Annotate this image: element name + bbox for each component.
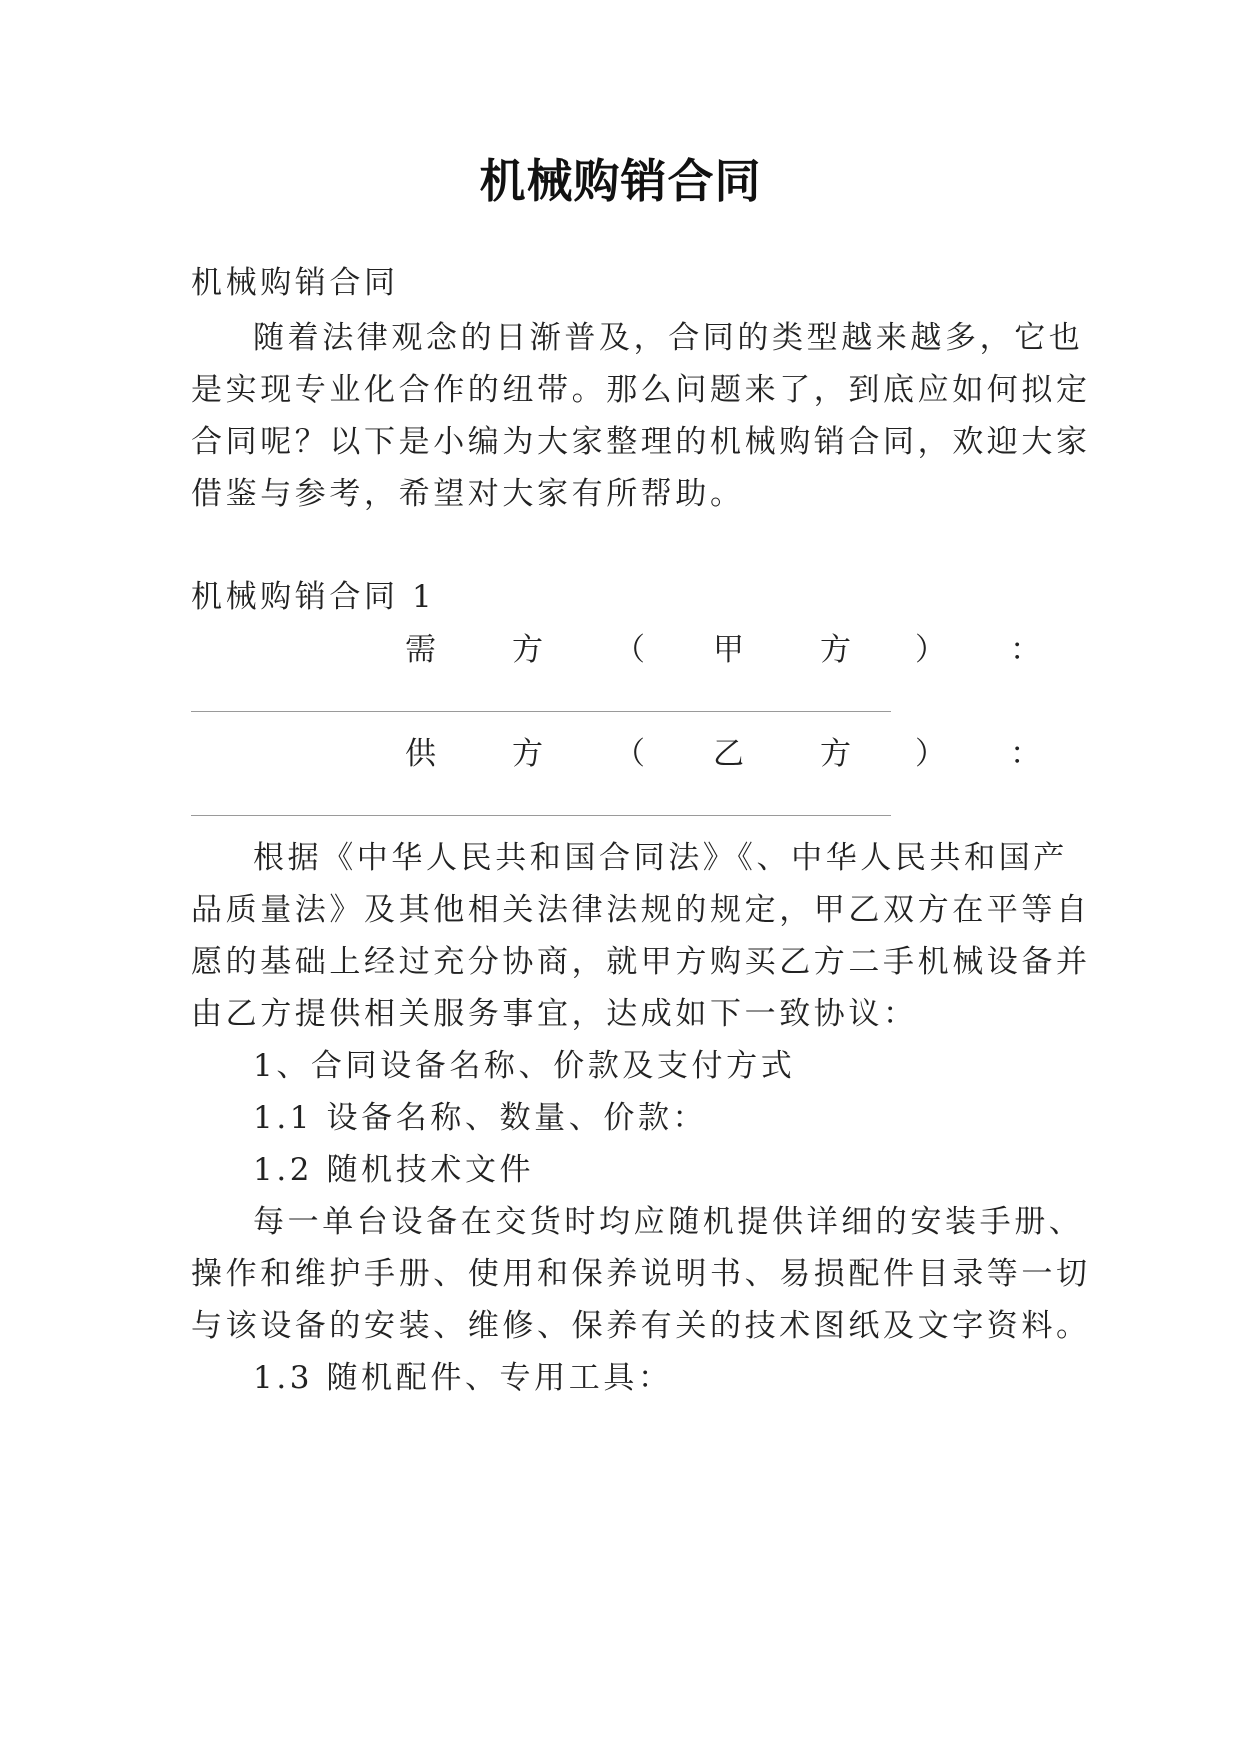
- clause-1-3-heading: 1.3 随机配件、专用工具：: [253, 1360, 673, 1396]
- basis-line-3: 愿的基础上经过充分协商，就甲方购买乙方二手机械设备并: [191, 944, 1091, 980]
- clause-1-2-line-1: 每一单台设备在交货时均应随机提供详细的安装手册、: [253, 1204, 1084, 1240]
- party-b-char: ）: [915, 736, 946, 772]
- section-heading: 机械购销合同 1: [191, 579, 436, 615]
- party-b-char: 供: [405, 736, 436, 772]
- party-b-char: （: [614, 736, 645, 772]
- clause-1-2-line-2: 操作和维护手册、使用和保养说明书、易损配件目录等一切: [191, 1256, 1091, 1292]
- intro-line-1: 随着法律观念的日渐普及，合同的类型越来越多，它也: [253, 320, 1084, 356]
- party-b-row: [0, 734, 1241, 774]
- clause-1-1-heading: 1.1 设备名称、数量、价款：: [253, 1100, 708, 1136]
- party-a-blank-line: [191, 711, 891, 712]
- clause-1-heading: 1、合同设备名称、价款及支付方式: [253, 1048, 796, 1084]
- intro-line-2: 是实现专业化合作的纽带。那么问题来了，到底应如何拟定: [191, 372, 1091, 408]
- document-title: 机械购销合同: [479, 154, 762, 208]
- clause-1-2-heading: 1.2 随机技术文件: [253, 1152, 535, 1188]
- basis-line-4: 由乙方提供相关服务事宜，达成如下一致协议：: [191, 996, 918, 1032]
- party-b-char: 乙: [713, 736, 744, 772]
- party-a-char: 需: [405, 632, 436, 668]
- party-a-row: [0, 630, 1241, 670]
- party-a-char: ）: [915, 632, 946, 668]
- party-a-char: ：: [1010, 632, 1041, 668]
- party-a-char: 方: [820, 632, 851, 668]
- clause-1-2-line-3: 与该设备的安装、维修、保养有关的技术图纸及文字资料。: [191, 1308, 1091, 1344]
- party-b-char: 方: [512, 736, 543, 772]
- party-a-char: （: [614, 632, 645, 668]
- party-a-char: 方: [512, 632, 543, 668]
- party-a-char: 甲: [713, 632, 744, 668]
- intro-line-3: 合同呢？以下是小编为大家整理的机械购销合同，欢迎大家: [191, 424, 1091, 460]
- document-subtitle: 机械购销合同: [191, 265, 399, 301]
- intro-line-4: 借鉴与参考，希望对大家有所帮助。: [191, 476, 745, 512]
- basis-line-1: 根据《中华人民共和国合同法》《、中华人民共和国产: [253, 840, 1068, 876]
- party-b-blank-line: [191, 815, 891, 816]
- basis-line-2: 品质量法》及其他相关法律法规的规定，甲乙双方在平等自: [191, 892, 1091, 928]
- party-b-char: ：: [1010, 736, 1041, 772]
- party-b-char: 方: [820, 736, 851, 772]
